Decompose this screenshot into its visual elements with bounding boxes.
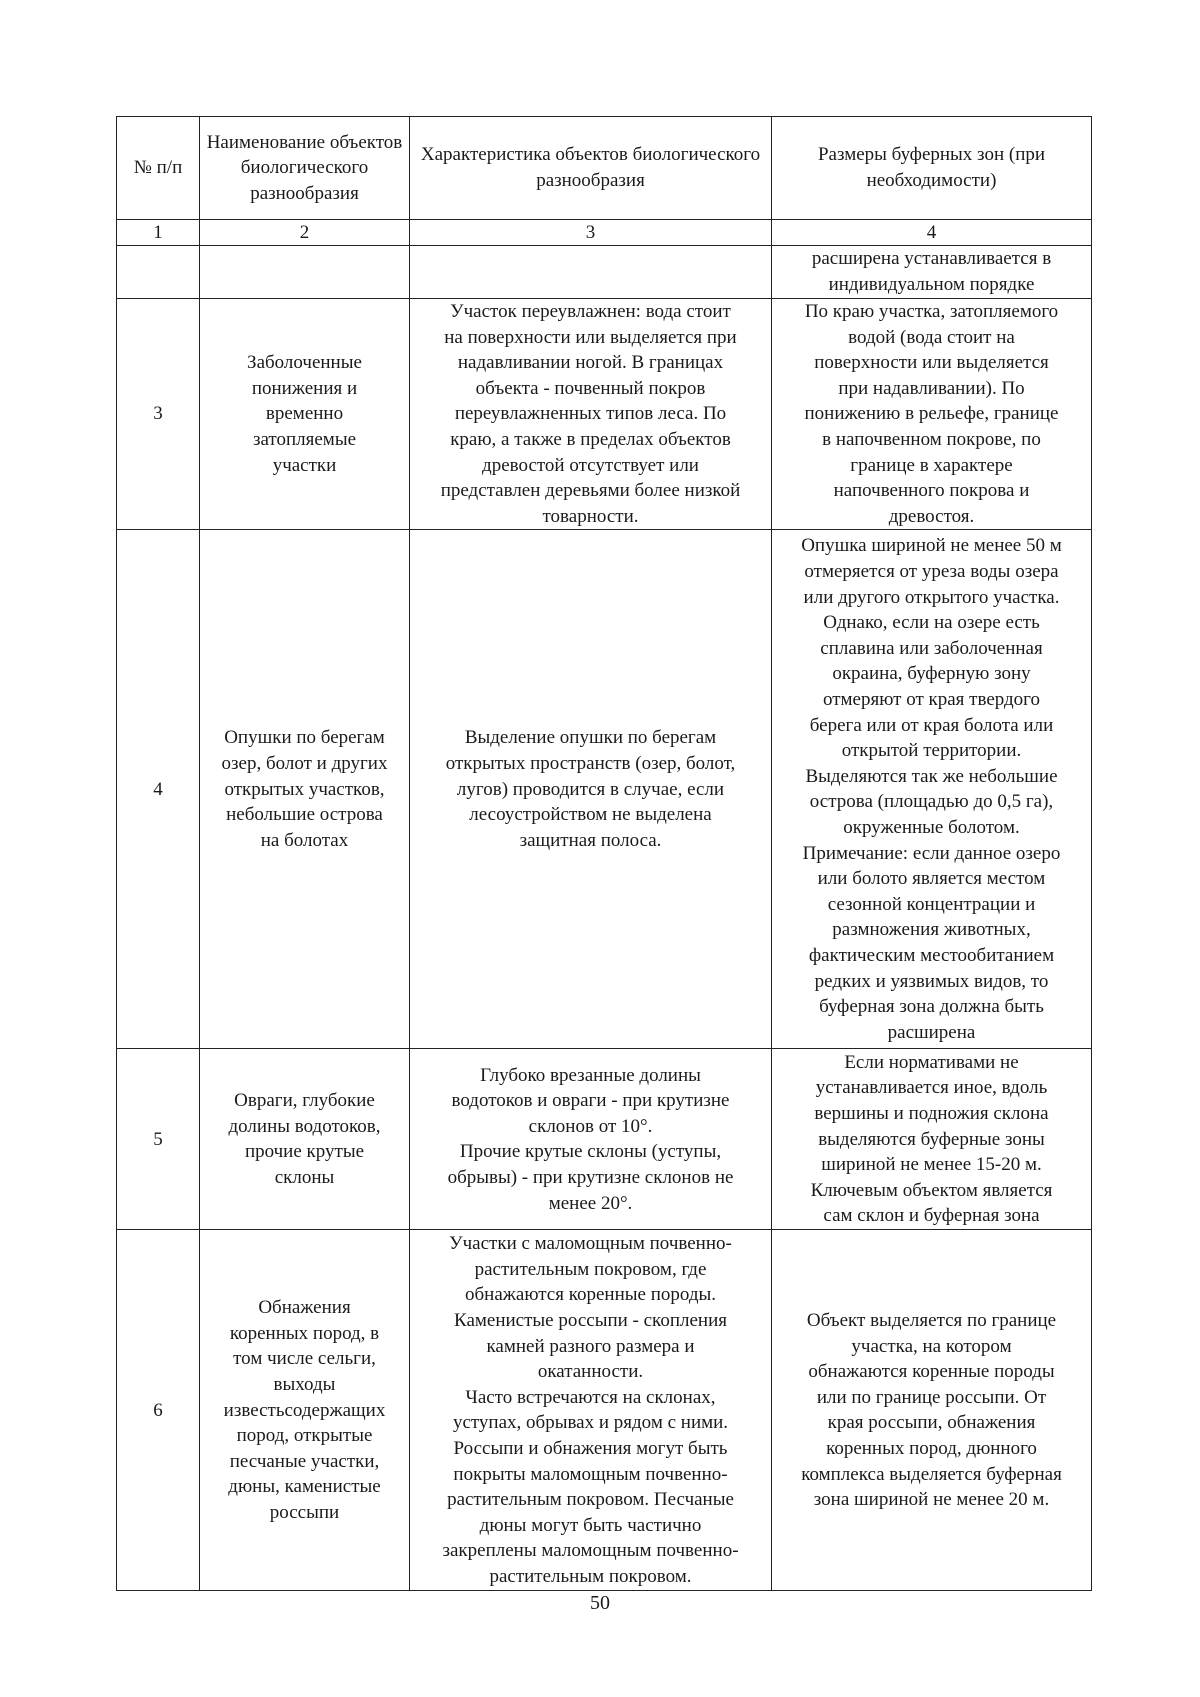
table-row xyxy=(117,299,1092,530)
object-name xyxy=(200,246,410,299)
header-buffer-size: Размеры буферных зон (при необходимости) xyxy=(772,117,1092,220)
object-characteristic xyxy=(410,246,772,299)
table-row xyxy=(117,246,1092,299)
object-characteristic: Выделение опушки по берегам открытых пространств (озер, болот, лугов) проводится в случае, если лесоустройством не выделена защитная полоса. xyxy=(410,530,772,1049)
header-characteristic: Характеристика объектов биологического разнообразия xyxy=(410,117,772,220)
row-number: 6 xyxy=(117,1230,200,1591)
object-name: Заболоченные понижения и временно затопляемые участки xyxy=(200,299,410,530)
row-number: 3 xyxy=(117,299,200,530)
column-number: 4 xyxy=(772,220,1092,246)
row-number: 5 xyxy=(117,1049,200,1230)
header-number: № п/п xyxy=(117,117,200,220)
buffer-zone-size: Если нормативами не устанавливается иное, вдоль вершины и подножия склона выделяются буферные зоны шириной не менее 15-20 м. Ключевым объектом является сам склон и буферная зона xyxy=(772,1049,1092,1230)
buffer-zone-size: расширена устанавливается в индивидуальном порядке xyxy=(772,246,1092,299)
header-object-name: Наименование объектов биологического разнообразия xyxy=(200,117,410,220)
buffer-zone-size: По краю участка, затопляемого водой (вода стоит на поверхности или выделяется при надавливании). По понижению в рельефе, границе в напочвенном покрове, по границе в характере напочвенного покрова и древостоя. xyxy=(772,299,1092,530)
table-header-row xyxy=(117,117,1092,220)
buffer-zone-size: Объект выделяется по границе участка, на котором обнажаются коренные породы или по границе россыпи. От края россыпи, обнажения коренных пород, дюнного комплекса выделяется буферная зона шириной не менее 20 м. xyxy=(772,1230,1092,1591)
object-name: Опушки по берегам озер, болот и других открытых участков, небольшие острова на болотах xyxy=(200,530,410,1049)
object-name: Обнажения коренных пород, в том числе сельги, выходы известьсодержащих пород, открытые песчаные участки, дюны, каменистые россыпи xyxy=(200,1230,410,1591)
table-row xyxy=(117,1230,1092,1591)
row-number: 4 xyxy=(117,530,200,1049)
column-number: 2 xyxy=(200,220,410,246)
page-number: 50 xyxy=(590,1592,610,1614)
object-name: Овраги, глубокие долины водотоков, прочие крутые склоны xyxy=(200,1049,410,1230)
column-number: 3 xyxy=(410,220,772,246)
table-row xyxy=(117,530,1092,1049)
column-number-row xyxy=(117,220,1092,246)
table-row xyxy=(117,1049,1092,1230)
row-number xyxy=(117,246,200,299)
object-characteristic: Участки с маломощным почвенно- растительным покровом, где обнажаются коренные породы. Каменистые россыпи - скопления камней разного размера и окатанности. Часто встречаются на склонах, уступах, обрывах и рядом с ними. Россыпи и обнажения могут быть покрыты маломощным почвенно- растительным покровом. Песчаные дюны могут быть частично закреплены маломощным почвенно- растительным покровом. xyxy=(410,1230,772,1591)
buffer-zone-size: Опушка шириной не менее 50 м отмеряется от уреза воды озера или другого открытого участка. Однако, если на озере есть сплавина или заболоченная окраина, буферную зону отмеряют от края твердого берега или от края болота или открытой территории. Выделяются так же небольшие острова (площадью до 0,5 га), окруженные болотом. Примечание: если данное озеро или болото является местом сезонной концентрации и размножения животных, фактическим местообитанием редких и уязвимых видов, то буферная зона должна быть расширена xyxy=(772,530,1092,1049)
object-characteristic: Участок переувлажнен: вода стоит на поверхности или выделяется при надавливании ногой. В границах объекта - почвенный покров переувлажненных типов леса. По краю, а также в пределах объектов древостой отсутствует или представлен деревьями более низкой товарности. xyxy=(410,299,772,530)
object-characteristic: Глубоко врезанные долины водотоков и овраги - при крутизне склонов от 10°. Прочие крутые склоны (уступы, обрывы) - при крутизне склонов не менее 20°. xyxy=(410,1049,772,1230)
column-number: 1 xyxy=(117,220,200,246)
biodiversity-objects-table xyxy=(116,116,1092,1591)
